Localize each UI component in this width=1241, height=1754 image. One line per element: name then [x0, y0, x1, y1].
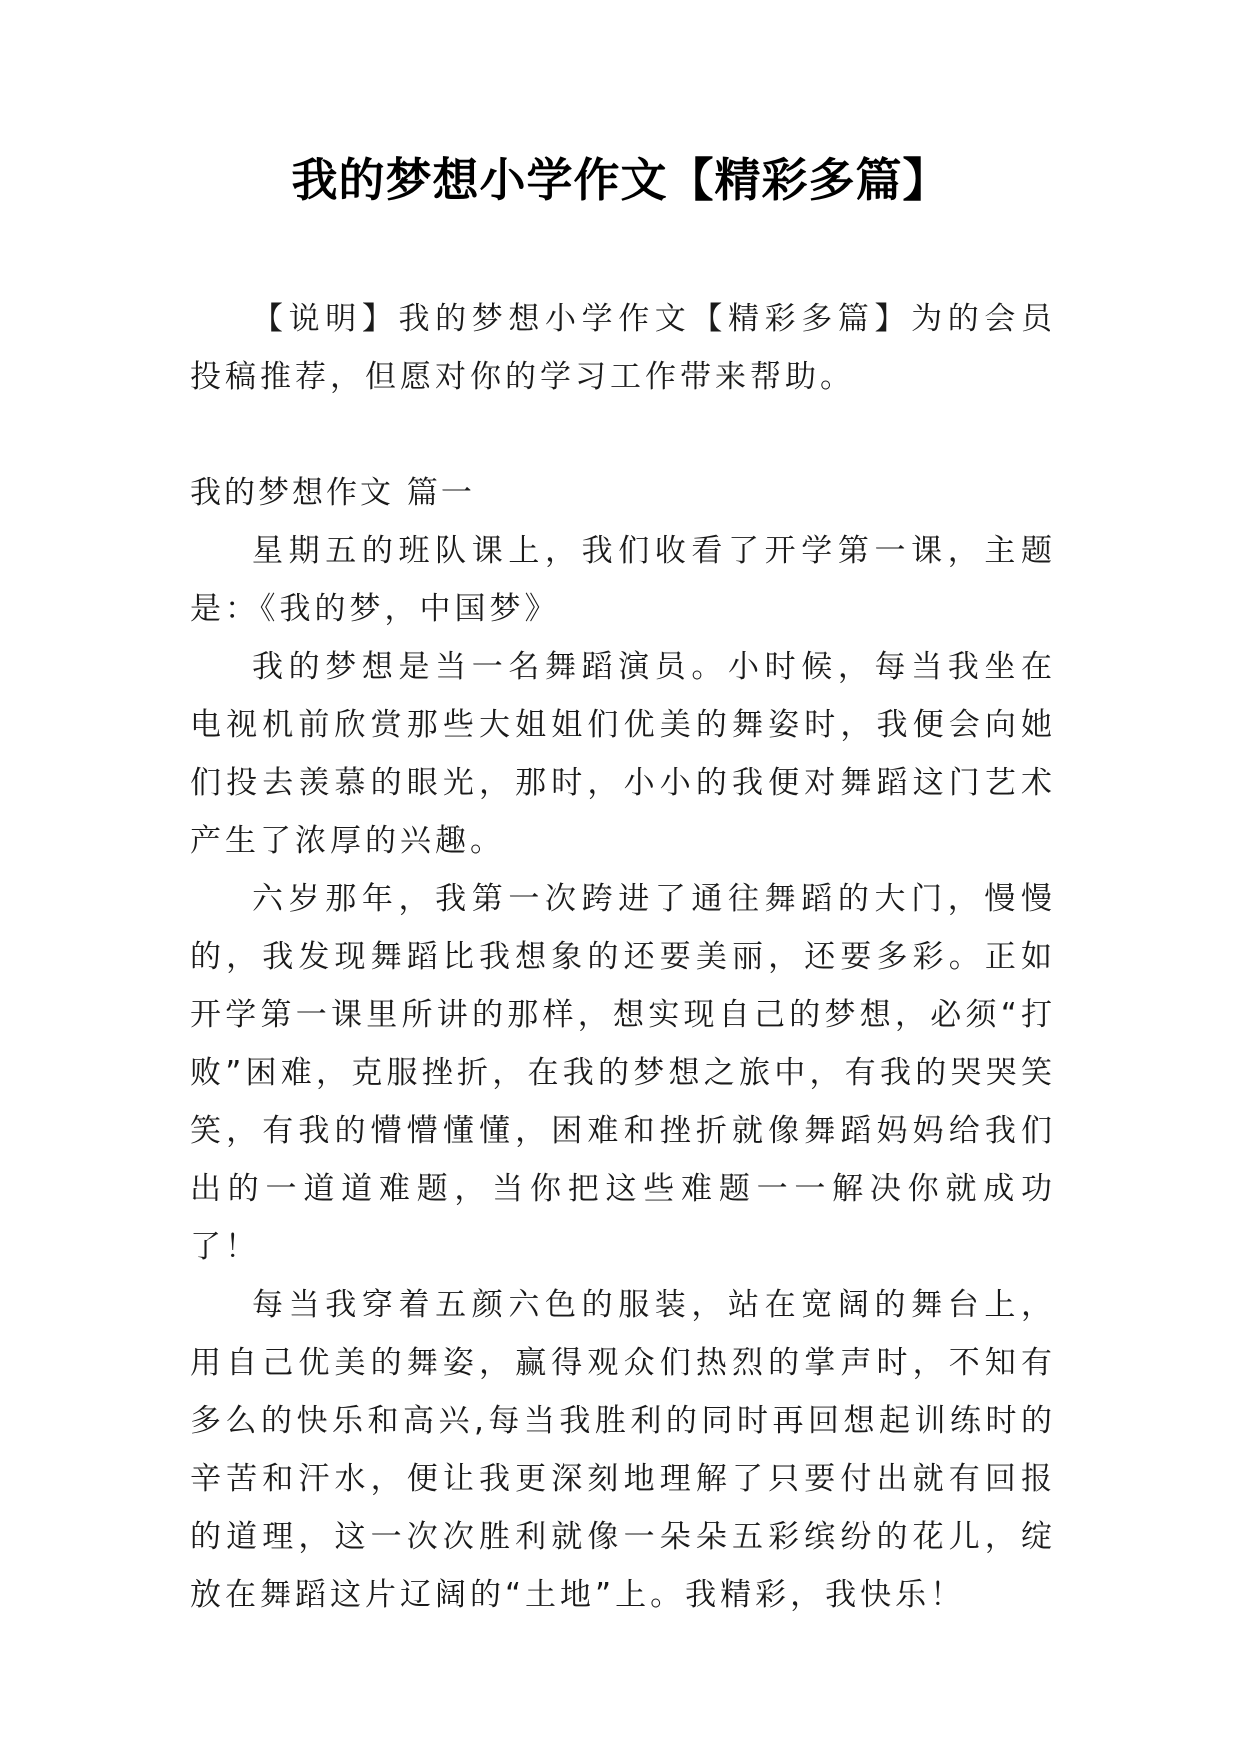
body-paragraph: 星期五的班队课上，我们收看了开学第一课，主题是：《我的梦，中国梦》 — [190, 533, 1056, 627]
intro-paragraph: 【说明】我的梦想小学作文【精彩多篇】为的会员投稿推荐，但愿对你的学习工作带来帮助。 — [190, 301, 1056, 395]
body-paragraph: 我的梦想是当一名舞蹈演员。小时候，每当我坐在电视机前欣赏那些大姐姐们优美的舞姿时，我便会向她们投去羡慕的眼光，那时，小小的我便对舞蹈这门艺术产生了浓厚的兴趣。 — [190, 649, 1056, 859]
section-heading: 我的梦想作文 篇一 — [190, 475, 475, 511]
body-paragraph: 每当我穿着五颜六色的服装，站在宽阔的舞台上，用自己优美的舞姿，赢得观众们热烈的掌声时，不知有多么的快乐和高兴,每当我胜利的同时再回想起训练时的辛苦和汗水，便让我更深刻地理解了只要付出就有回报的道理，这一次次胜利就像一朵朵五彩缤纷的花儿，绽放在舞蹈这片辽阔的“土地”上。我精彩，我快乐！ — [190, 1287, 1056, 1613]
document-title: 我的梦想小学作文【精彩多篇】 — [291, 153, 950, 207]
body-paragraph: 六岁那年，我第一次跨进了通往舞蹈的大门，慢慢的，我发现舞蹈比我想象的还要美丽，还要多彩。正如开学第一课里所讲的那样，想实现自己的梦想，必须“打败”困难，克服挫折，在我的梦想之旅中，有我的哭哭笑笑，有我的懵懵懂懂，困难和挫折就像舞蹈妈妈给我们出的一道道难题，当你把这些难题一一解决你就成功了！ — [190, 881, 1056, 1265]
document-body — [190, 290, 1056, 1624]
